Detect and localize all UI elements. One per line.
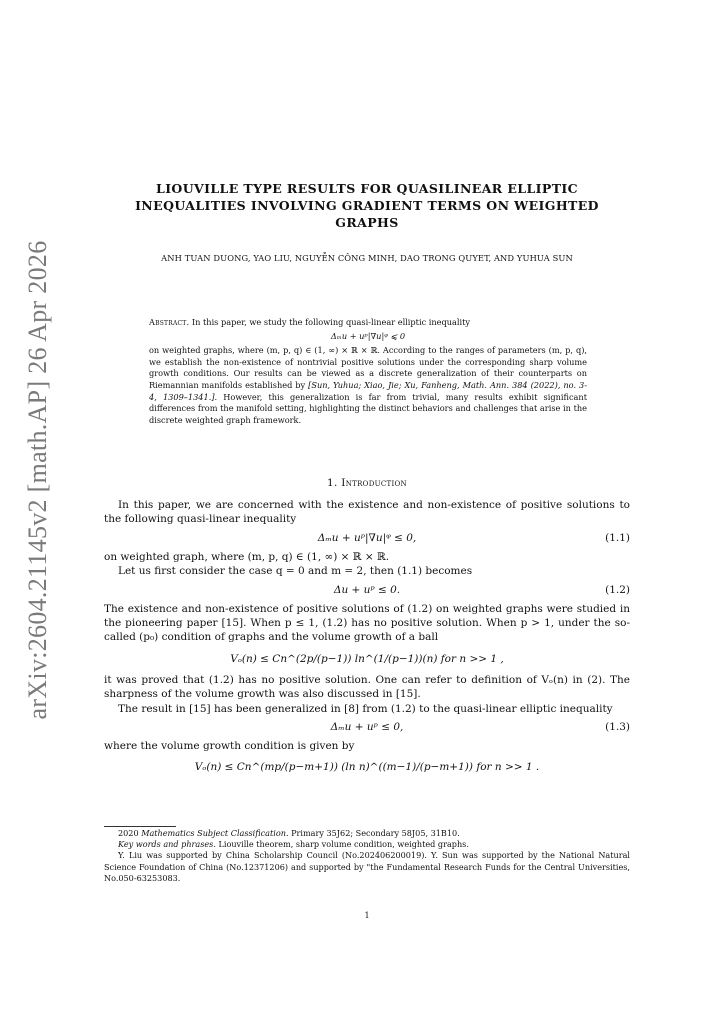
author-list: ANH TUAN DUONG, YAO LIU, NGUYỄN CÔNG MINH, DAO TRONG QUYET, AND YUHUA SUN (161, 253, 573, 263)
section-heading: 1. Introduction (327, 477, 407, 489)
title-line: GRAPHS (335, 215, 399, 230)
page-number: 1 (364, 911, 370, 920)
paragraph: The result in [15] has been generalized in [8] from (1.2) to the quasi-linear elliptic inequality (118, 702, 613, 715)
abstract-body: on weighted graphs, where (m, p, q) ∈ (1, ∞) × ℝ × ℝ. According to the ranges of parameters (m, p, q), we establish the non-existence of nontrivial positive solutions under the corresponding sharp volume growth conditions. Our results can be viewed as a discrete generalization of their counterparts on Riemannian manifolds established by (149, 345, 587, 390)
equation-number: (1.1) (605, 531, 630, 544)
footnote-keywords (104, 839, 630, 850)
paragraph: it was proved that (1.2) has no positive solution. One can refer to definition of Vₒ(n) in (2). The sharpness of the volume growth was also discussed in [15]. (104, 673, 630, 701)
volume-growth-equation (104, 645, 630, 673)
footnote-msc (104, 828, 630, 839)
equation-number: (1.3) (605, 721, 630, 734)
footnotes (104, 828, 630, 884)
msc-year: 2020 (118, 828, 139, 838)
msc-label: Mathematics Subject Classification. (141, 828, 289, 838)
paragraph: where the volume growth condition is given by (104, 740, 355, 753)
abstract-intro: In this paper, we study the following quasi-linear elliptic inequality (191, 317, 471, 327)
abstract-label: Abstract. (149, 317, 190, 327)
footnote-rule (104, 826, 176, 827)
abstract-body-end: . However, this generalization is far from trivial, many results exhibit significant differences from the manifold setting, highlighting the distinct behaviors and challenges that arise in the discrete weighted graph framework. (149, 391, 587, 425)
equation-1-1 (104, 527, 630, 550)
equation-text: Δₘu + uᵖ|∇u|ᵠ ≤ 0, (317, 531, 417, 544)
equation-text: Vₒ(n) ≤ Cn^(mp/(p−m+1)) (ln n)^((m−1)/(p−m+1)) for n >> 1 . (194, 761, 540, 774)
title-line: LIOUVILLE TYPE RESULTS FOR QUASILINEAR ELLIPTIC (156, 181, 578, 196)
abstract-citation: [Sun, Yuhua; Xiao, Jie; Xu, Fanheng, Math. Ann. 384 (2022), no. 3-4, 1309–1341.] (149, 379, 587, 402)
main-text (104, 498, 630, 781)
footnote-funding: Y. Liu was supported by China Scholarship Council (No.202406200019). Y. Sun was supported by the National Natural Science Foundation of China (No.12371206) and supported by "the Fundamental Research Funds for the Central Universities, No.050-63253083. (104, 850, 630, 883)
equation-text: Δₘu + uᵖ ≤ 0, (330, 721, 404, 734)
equation-1-2 (104, 579, 630, 602)
keywords-text: Liouville theorem, sharp volume condition, weighted graphs. (218, 839, 469, 850)
equation-text: Vₒ(n) ≤ Cn^(2p/(p−1)) ln^(1/(p−1))(n) for n >> 1 , (230, 652, 504, 665)
paragraph: Let us first consider the case q = 0 and m = 2, then (1.1) becomes (118, 565, 473, 578)
msc-text: Primary 35J62; Secondary 58J05, 31B10. (291, 828, 460, 838)
equation-1-3 (104, 716, 630, 739)
abstract (149, 317, 587, 426)
abstract-equation: Δₘu + uᵖ|∇u|ᵠ ⩽ 0 (330, 330, 406, 341)
arxiv-stamp: arXiv:2604.21145v2 [math.AP] 26 Apr 2026 (23, 240, 52, 720)
title-line: INEQUALITIES INVOLVING GRADIENT TERMS ON WEIGHTED (135, 198, 599, 213)
equation-number: (1.2) (605, 583, 630, 596)
keywords-label: Key words and phrases. (118, 839, 216, 850)
paragraph: In this paper, we are concerned with the existence and non-existence of positive solutions to the following quasi-linear inequality (104, 499, 630, 526)
paper-title (104, 180, 630, 231)
paragraph: The existence and non-existence of positive solutions of (1.2) on weighted graphs were studied in the pioneering paper [15]. When p ≤ 1, (1.2) has no positive solution. When p > 1, under the so-called (p₀) condition of graphs and the volume growth of a ball (104, 602, 630, 644)
paragraph: on weighted graph, where (m, p, q) ∈ (1, ∞) × ℝ × ℝ. (104, 550, 390, 563)
equation-text: Δu + uᵖ ≤ 0. (333, 583, 401, 596)
volume-growth-equation-2 (104, 753, 630, 781)
